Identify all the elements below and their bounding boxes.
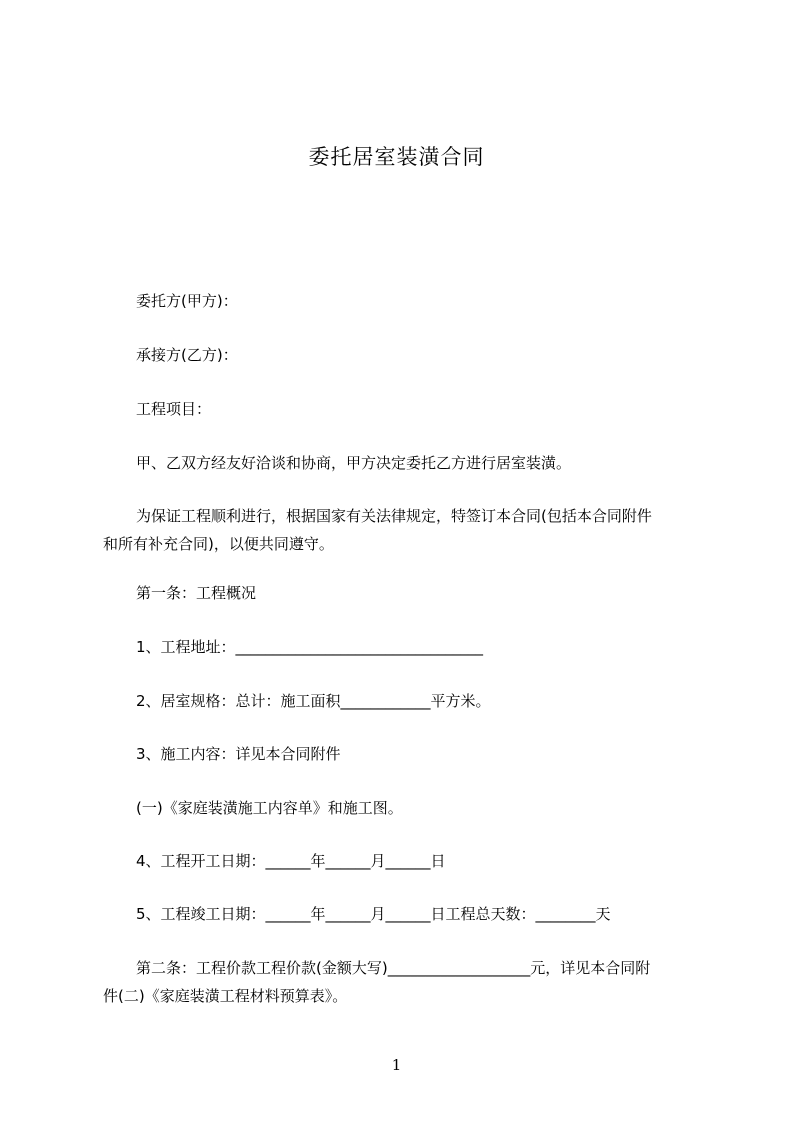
article-2-paragraph [103,954,693,1010]
intro-paragraph: 甲、乙双方经友好洽谈和协商，甲方决定委托乙方进行居室装潢。 [136,454,572,472]
purpose-line-1: 为保证工程顺利进行，根据国家有关法律规定，特签订本合同(包括本合同附件 [136,507,652,525]
article-1-heading: 第一条：工程概况 [136,584,257,602]
item-1-address: 1、工程地址：_________________________________ [136,638,484,656]
page-number: 1 [391,1056,402,1074]
purpose-line-2: 和所有补充合同)，以便共同遵守。 [103,535,334,553]
item-2-specification: 2、居室规格：总计：施工面积____________平方米。 [136,692,491,710]
article-2-line-1: 第二条：工程价款工程价款(金额大写)___________________元，详见本合同附 [136,959,651,977]
article-2-line-2: 件(二)《家庭装潢工程材料预算表》。 [103,987,348,1005]
project-line: 工程项目： [136,400,212,418]
purpose-paragraph [103,502,693,558]
item-5-end-date: 5、工程竣工日期：______年______月______日工程总天数：________天 [136,905,611,923]
party-b-line: 承接方(乙方)： [136,346,238,364]
contract-title: 委托居室装潢合同 [308,145,485,169]
item-3-content: 3、施工内容：详见本合同附件 [136,745,341,763]
attachment-1-line: (一)《家庭装潢施工内容单》和施工图。 [136,799,403,817]
item-4-start-date: 4、工程开工日期：______年______月______日 [136,852,446,870]
party-a-line: 委托方(甲方)： [136,292,238,310]
